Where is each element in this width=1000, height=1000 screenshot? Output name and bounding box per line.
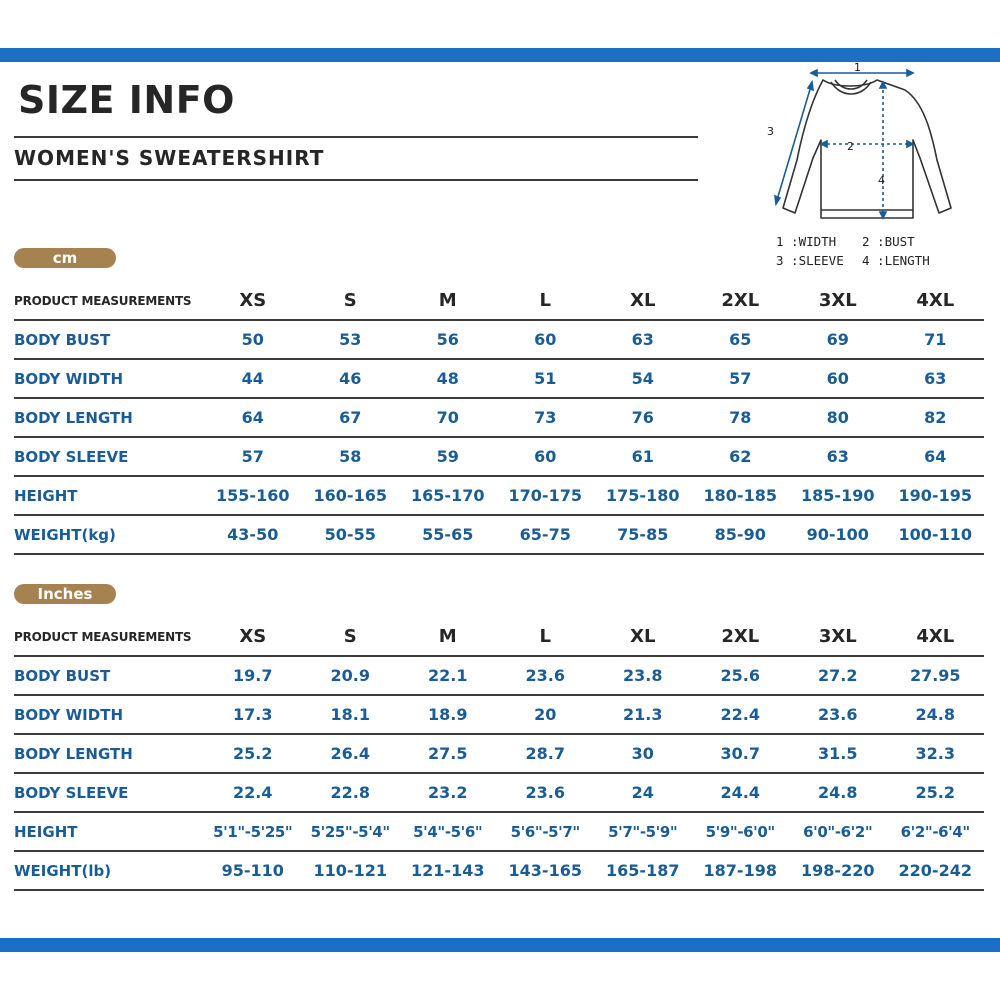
value-cell: 95-110 [204,851,302,890]
row-label: BODY BUST [14,656,204,695]
value-cell: 27.95 [887,656,985,695]
value-cell: 75-85 [594,515,692,554]
value-cell: 5'9"-6'0" [692,812,790,851]
table-row-body-width [14,695,984,734]
value-cell: 70 [399,398,497,437]
value-cell: 24 [594,773,692,812]
row-label: BODY SLEEVE [14,773,204,812]
diagram-marker-4: 4 [878,174,885,187]
table-header-row [14,618,984,656]
value-cell: 57 [204,437,302,476]
size-table-inches [14,618,984,891]
value-cell: 24.8 [789,773,887,812]
table-row-weight-kg [14,515,984,554]
value-cell: 73 [497,398,595,437]
row-label: HEIGHT [14,476,204,515]
value-cell: 71 [887,320,985,359]
size-header-4xl: 4XL [887,282,985,320]
table-row-weight-lb [14,851,984,890]
value-cell: 24.4 [692,773,790,812]
value-cell: 63 [594,320,692,359]
size-header-3xl: 3XL [789,618,887,656]
value-cell: 17.3 [204,695,302,734]
value-cell: 190-195 [887,476,985,515]
value-cell: 43-50 [204,515,302,554]
value-cell: 165-187 [594,851,692,890]
diagram-legend [776,232,996,270]
row-label: WEIGHT(lb) [14,851,204,890]
subtitle-divider [14,179,698,181]
value-cell: 65-75 [497,515,595,554]
value-cell: 50-55 [302,515,400,554]
value-cell: 6'2"-6'4" [887,812,985,851]
value-cell: 26.4 [302,734,400,773]
value-cell: 80 [789,398,887,437]
value-cell: 22.4 [692,695,790,734]
value-cell: 25.6 [692,656,790,695]
value-cell: 64 [204,398,302,437]
value-cell: 25.2 [887,773,985,812]
value-cell: 27.5 [399,734,497,773]
table-row-height [14,812,984,851]
value-cell: 62 [692,437,790,476]
size-header-3xl: 3XL [789,282,887,320]
value-cell: 78 [692,398,790,437]
value-cell: 6'0"-6'2" [789,812,887,851]
value-cell: 22.4 [204,773,302,812]
table-row-height [14,476,984,515]
value-cell: 58 [302,437,400,476]
value-cell: 143-165 [497,851,595,890]
value-cell: 110-121 [302,851,400,890]
value-cell: 22.1 [399,656,497,695]
table-row-body-length [14,398,984,437]
value-cell: 90-100 [789,515,887,554]
value-cell: 63 [789,437,887,476]
value-cell: 67 [302,398,400,437]
table-header-row [14,282,984,320]
value-cell: 20.9 [302,656,400,695]
value-cell: 60 [497,437,595,476]
value-cell: 20 [497,695,595,734]
table-row-body-sleeve [14,437,984,476]
value-cell: 100-110 [887,515,985,554]
row-label: HEIGHT [14,812,204,851]
size-header-s: S [302,618,400,656]
header-label: PRODUCT MEASUREMENTS [14,282,204,320]
value-cell: 19.7 [204,656,302,695]
value-cell: 27.2 [789,656,887,695]
value-cell: 44 [204,359,302,398]
value-cell: 5'1"-5'25" [204,812,302,851]
value-cell: 64 [887,437,985,476]
value-cell: 51 [497,359,595,398]
value-cell: 220-242 [887,851,985,890]
legend-sleeve: 3 :SLEEVE [776,253,844,268]
row-label: BODY LENGTH [14,398,204,437]
diagram-marker-1: 1 [854,61,861,74]
table-row-body-width [14,359,984,398]
value-cell: 25.2 [204,734,302,773]
value-cell: 18.9 [399,695,497,734]
value-cell: 23.6 [497,656,595,695]
value-cell: 32.3 [887,734,985,773]
value-cell: 55-65 [399,515,497,554]
value-cell: 61 [594,437,692,476]
value-cell: 5'6"-5'7" [497,812,595,851]
value-cell: 187-198 [692,851,790,890]
value-cell: 23.6 [789,695,887,734]
size-header-s: S [302,282,400,320]
row-label: BODY LENGTH [14,734,204,773]
size-header-l: L [497,282,595,320]
value-cell: 65 [692,320,790,359]
value-cell: 76 [594,398,692,437]
table-row-body-length [14,734,984,773]
row-label: BODY SLEEVE [14,437,204,476]
header-label: PRODUCT MEASUREMENTS [14,618,204,656]
value-cell: 54 [594,359,692,398]
value-cell: 185-190 [789,476,887,515]
size-header-xl: XL [594,282,692,320]
value-cell: 5'4"-5'6" [399,812,497,851]
size-header-xs: XS [204,618,302,656]
value-cell: 165-170 [399,476,497,515]
table-row-body-bust [14,656,984,695]
value-cell: 180-185 [692,476,790,515]
value-cell: 60 [497,320,595,359]
value-cell: 21.3 [594,695,692,734]
value-cell: 60 [789,359,887,398]
row-label: BODY WIDTH [14,695,204,734]
value-cell: 59 [399,437,497,476]
value-cell: 24.8 [887,695,985,734]
size-header-m: M [399,618,497,656]
row-label: BODY BUST [14,320,204,359]
size-header-2xl: 2XL [692,618,790,656]
size-table-cm [14,282,984,555]
value-cell: 46 [302,359,400,398]
value-cell: 155-160 [204,476,302,515]
value-cell: 50 [204,320,302,359]
value-cell: 5'25"-5'4" [302,812,400,851]
size-header-xl: XL [594,618,692,656]
sweatshirt-outline-icon [755,60,985,230]
value-cell: 31.5 [789,734,887,773]
value-cell: 28.7 [497,734,595,773]
title-divider [14,136,698,138]
sweatshirt-diagram [755,60,985,230]
value-cell: 82 [887,398,985,437]
value-cell: 23.6 [497,773,595,812]
size-header-m: M [399,282,497,320]
value-cell: 56 [399,320,497,359]
value-cell: 23.8 [594,656,692,695]
unit-badge-cm: cm [14,248,116,268]
value-cell: 23.2 [399,773,497,812]
value-cell: 160-165 [302,476,400,515]
value-cell: 85-90 [692,515,790,554]
value-cell: 57 [692,359,790,398]
row-label: WEIGHT(kg) [14,515,204,554]
size-header-2xl: 2XL [692,282,790,320]
value-cell: 48 [399,359,497,398]
bottom-accent-bar [0,938,1000,952]
unit-badge-inches: Inches [14,584,116,604]
size-header-l: L [497,618,595,656]
diagram-marker-2: 2 [847,140,854,153]
table-row-body-bust [14,320,984,359]
product-subtitle: WOMEN'S SWEATERSHIRT [14,146,325,170]
value-cell: 30.7 [692,734,790,773]
value-cell: 53 [302,320,400,359]
value-cell: 170-175 [497,476,595,515]
size-header-4xl: 4XL [887,618,985,656]
value-cell: 69 [789,320,887,359]
value-cell: 22.8 [302,773,400,812]
value-cell: 30 [594,734,692,773]
page-title: SIZE INFO [18,78,235,122]
legend-bust: 2 :BUST [862,234,915,249]
size-header-xs: XS [204,282,302,320]
legend-width: 1 :WIDTH [776,234,837,249]
table-row-body-sleeve [14,773,984,812]
value-cell: 18.1 [302,695,400,734]
diagram-marker-3: 3 [767,125,774,138]
value-cell: 121-143 [399,851,497,890]
value-cell: 5'7"-5'9" [594,812,692,851]
value-cell: 175-180 [594,476,692,515]
value-cell: 63 [887,359,985,398]
legend-length: 4 :LENGTH [862,253,930,268]
value-cell: 198-220 [789,851,887,890]
row-label: BODY WIDTH [14,359,204,398]
